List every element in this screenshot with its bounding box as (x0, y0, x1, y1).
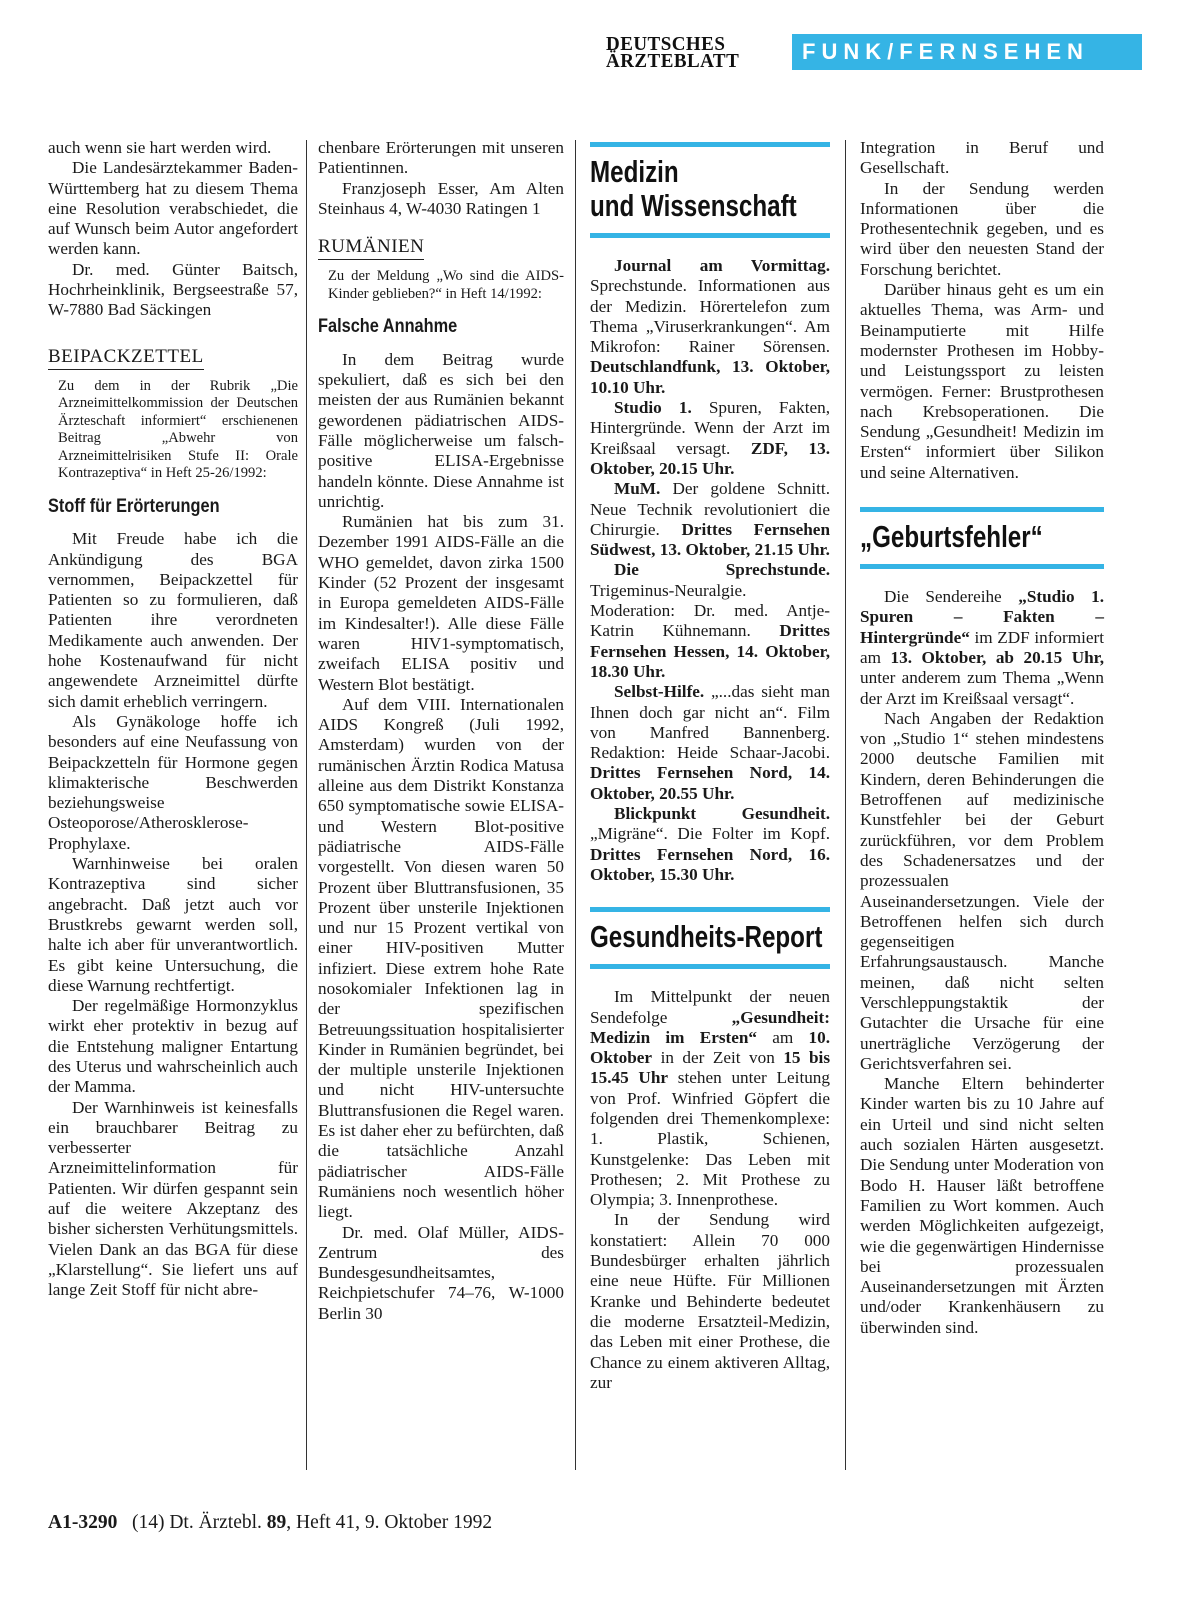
text: Die Sendereihe (884, 587, 1002, 607)
masthead (606, 34, 1146, 74)
page-footer (48, 1512, 492, 1534)
program-schedule: Drittes Fernsehen Nord, 14. Oktober, 20.55 Uhr. (590, 763, 830, 803)
program-title: Journal am Vormittag. (614, 256, 830, 275)
program-text: „Migräne“. Die Folter im Kopf. (590, 824, 830, 844)
section-heading: BEIPACKZETTEL (48, 347, 204, 370)
author-signature: Franzjoseph Esser, Am Alten Steinhaus 4, W-4030 Ratingen 1 (318, 178, 564, 218)
paragraph: Der Warnhinweis ist keinesfalls ein brauchbarer Beitrag zu verbesserter Arzneimittelinformation für Patienten. Wir dürfen gespannt sein auf die weitere Akzeptanz des bisher sichersten Verhütungsmittels. Vielen Dank an das BGA für diese „Klarstellung“. Sie liefert uns auf lange Zeit Stoff für nicht abre- (48, 1097, 298, 1300)
logo-line-2: ÄRZTEBLATT (606, 50, 740, 72)
author-signature: Dr. med. Günter Baitsch, Hochrheinklinik, Bergseestraße 57, W-7880 Bad Säckingen (48, 259, 298, 320)
column-rule (845, 140, 846, 1470)
paragraph: In der Sendung wird konstatiert: Allein 70 000 Bundesbürger erhalten jährlich eine neue Hüfte. Für Millionen Kranke und Behinderte bedeutet die moderne Ersatzteil-Medizin, das Leben mit einer Prothese, die Chance zu einem aktiveren Alltag, zur (590, 1210, 830, 1392)
program-title: Studio 1. (614, 398, 692, 418)
column-4 (860, 138, 1104, 1338)
volume-number: 89 (266, 1512, 287, 1533)
program-entry (590, 804, 830, 885)
program-schedule: Deutschlandfunk, 13. Oktober, 10.10 Uhr. (590, 357, 830, 397)
program-name: „Gesundheit: Medizin im Ersten“ (590, 1007, 830, 1047)
logo-line-1: DEUTSCHES (606, 33, 726, 55)
paragraph: Auf dem VIII. Internationalen AIDS Kongreß (Juli 1992, Amsterdam) wurden von der rumänischen Ärztin Rodica Matusa alleine aus dem Distrikt Konstanza 650 symptomatische sowie ELISA- und Western Blot-positive pädiatrische AIDS-Fälle vorgestellt. Von diesen waren 50 Prozent über Bluttransfusionen, 35 Prozent über unsterile Injektionen und nur 15 Prozent vertikal von einer HIV-positiven Mutter infiziert. Diese extrem hohe Rate nosokomialer Infektionen lag in der spezifischen Betreuungssituation hospitalisierter Kinder in Rumänien begründet, bei der multiple unsterile Injektionen und nicht HIV-untersuchte Bluttransfusionen die Regel waren. Es ist daher eher zu befürchten, daß die tatsächliche Anzahl pädiatrischer AIDS-Fälle Rumäniens noch wesentlich höher liegt. (318, 694, 564, 1222)
program-title: Selbst-Hilfe. (614, 682, 705, 702)
paragraph: Nach Angaben der Redaktion von „Studio 1“ stehen mindestens 2000 deutsche Familien mit Kindern, deren Behinderungen die Betroffenen auf medizinische Kunstfehler bei der Geburt zurückführen, vor dem Problem des Schadenersatzes und der prozessualen Auseinandersetzungen. Viele der Betroffenen helfen sich durch gegenseitigen Erfahrungsaustausch. Manche meinen, daß nicht selten Verschleppungstaktik der Gutachter die Ursache für eine unerträgliche Verzögerung der Gerichtsverfahren sei. (860, 708, 1104, 1073)
section-heading: RUMÄNIEN (318, 237, 424, 260)
letter-intro: Zu dem in der Rubrik „Die Arzneimittelkommission der Deutschen Ärzteschaft informiert“ erschienenen Beitrag „Abwehr von Arzneimittelrisiken Stufe II: Orale Kontrazeptiva“ in Heft 25-26/1992: (58, 377, 298, 482)
program-schedule: Drittes Fernsehen Südwest, 13. Oktober, 21.15 Uhr. (590, 519, 830, 560)
paragraph: In dem Beitrag wurde spekuliert, daß es sich bei den meisten der aus Rumänien bekannt gewordenen pädiatrischen AIDS-Fälle möglicherweise um falsch-positive ELISA-Ergebnisse handeln könnte. Diese Annahme ist unrichtig. (318, 349, 564, 511)
program-schedule: ZDF, 13. Oktober, 20.15 Uhr. (590, 438, 830, 478)
program-entry (590, 682, 830, 804)
program-entry (590, 256, 830, 398)
program-entry (590, 398, 830, 479)
date: 10. Oktober (590, 1027, 831, 1068)
column-rule (575, 140, 576, 1470)
program-title: MuM. (614, 479, 661, 499)
text: Im Mittelpunkt der neuen Sendefolge (590, 987, 830, 1027)
column-1 (48, 138, 298, 1301)
box-heading-geburtsfehler (860, 507, 1104, 569)
paragraph: Integration in Beruf und Gesellschaft. (860, 138, 1104, 178)
paragraph: Der regelmäßige Hormonzyklus wirkt eher protektiv in bezug auf die Entstehung maligner Entartung des Uterus und wahrscheinlich auch der Mamma. (48, 996, 298, 1097)
paragraph: Rumänien hat bis zum 31. Dezember 1991 AIDS-Fälle an die WHO gemeldet, davon zirka 1500 Kinder (52 Prozent der insgesamt in Europa gemeldeten AIDS-Fälle im Kindesalter!). Alle diese Fälle waren HIV1-symptomatisch, zweifach ELISA positiv und Western Blot bestätigt. (318, 512, 564, 694)
citation-issue: , Heft 41, 9. Oktober 1992 (286, 1512, 493, 1533)
box-heading-line-1: Medizin (590, 154, 679, 189)
program-title: Blickpunkt Gesundheit. (614, 804, 830, 824)
paragraph: auch wenn sie hart werden wird. (48, 138, 272, 157)
text: stehen unter Leitung von Prof. Winfried Göpfert die folgenden drei Themenkomplexe: 1. Plastik, Schienen, Kunstgelenke: Das Leben mit Prothesen; 2. Mit Prothese zu Olympia; 3. Innenprothese. (590, 1068, 830, 1210)
time: 15 bis 15.45 Uhr (590, 1048, 831, 1088)
column-3 (590, 138, 830, 1393)
box-heading-report (590, 907, 830, 969)
box-heading-line: Gesundheits-Report (590, 919, 823, 955)
paragraph (590, 987, 830, 1210)
program-entry (590, 479, 830, 560)
program-text: „...das sieht man Ihnen doch gar nicht an“. Film von Manfred Bannenberg. Redaktion: Heide Schaar-Jacobi. (590, 682, 831, 763)
letter-title: Falsche Annahme (318, 316, 458, 338)
column-2 (318, 138, 564, 1324)
paragraph: Manche Eltern behinderter Kinder warten bis zu 10 Jahre auf ein Urteil und sind nicht selten auch sozialen Härten ausgesetzt. Die Sendung unter Moderation von Bodo H. Hauser läßt betroffene Familien zu Wort kommen. Auch werden Möglichkeiten aufgezeigt, wie die gegenwärtigen Hindernisse bei prozessualen Auseinandersetzungen mit Ärzten und/oder Krankenhäusern zu überwinden sind. (860, 1074, 1104, 1337)
text: unter anderem zum Thema „Wenn der Arzt im Kreißsaal versagt“. (860, 668, 1104, 708)
author-signature: Dr. med. Olaf Müller, AIDS-Zentrum des Bundesgesundheitsamtes, Reichpietschufer 74–76, W-1000 Berlin 30 (318, 1222, 564, 1323)
program-title: Die Sprechstunde. (614, 560, 830, 580)
date: 13. Oktober, ab 20.15 Uhr, (890, 647, 1105, 667)
program-text: Spuren, Fakten, Hintergründe. Wenn der Arzt im Kreißsaal versagt. (590, 398, 830, 458)
section-banner: FUNK/FERNSEHEN (792, 34, 1142, 70)
program-schedule: Drittes Fernsehen Nord, 16. Oktober, 15.30 Uhr. (590, 844, 830, 884)
page-number: A1-3290 (48, 1512, 118, 1533)
paragraph: Darüber hinaus geht es um ein aktuelles Thema, was Arm- und Beinamputierte mit Hilfe modernster Prothesen im Hobby- und Leistungssport zu leisten vermögen. Ferner: Brustprothesen nach Krebsoperationen. Die Sendung „Gesundheit! Medizin im Ersten“ informiert über Silikon und seine Alternativen. (860, 280, 1104, 482)
text: in der Zeit von (660, 1048, 775, 1068)
column-rule (306, 140, 307, 1470)
paragraph: Mit Freude habe ich die Ankündigung des BGA vernommen, Beipackzettel für Patienten so zu formulieren, daß Patienten ihre verordneten Medikamente auch anwenden. Der hohe Kostenaufwand für nicht angewendete Arzneimittel dürfte sich damit erheblich verringern. (48, 529, 298, 711)
journal-logo (606, 33, 768, 72)
letter-intro: Zu der Meldung „Wo sind die AIDS-Kinder geblieben?“ in Heft 14/1992: (328, 268, 564, 302)
box-heading-line-2: und Wissenschaft (590, 188, 797, 223)
letter-title: Stoff für Erörterungen (48, 495, 220, 517)
program-schedule: Drittes Fernsehen Hessen, 14. Oktober, 18.30 Uhr. (590, 621, 830, 681)
paragraph: Als Gynäkologe hoffe ich besonders auf eine Neufassung von Beipackzetteln für Hormone gegen klimakterische Beschwerden beziehungsweise Osteoporose/Atherosklerose-Prophylaxe. (48, 711, 298, 853)
paragraph: Warnhinweise bei oralen Kontrazeptiva sind sicher angebracht. Daß jetzt auch vor Brustkrebs gewarnt werden soll, halte ich aber für unverantwortlich. Es gibt keine Untersuchung, die diese Warnung rechtfertigt. (48, 854, 298, 995)
box-heading-medizin (590, 142, 830, 238)
text: am (772, 1027, 794, 1047)
program-name: „Studio 1. Spuren – Fakten – Hintergründe“ (860, 587, 1105, 647)
program-entry (590, 560, 830, 682)
program-text: Der goldene Schnitt. Neue Technik revolutioniert die Chirurgie. (590, 479, 830, 539)
program-text: Sprechstunde. Informationen aus der Medizin. Hörertelefon zum Thema „Viruserkrankungen“. Am Mikrofon: Rainer Sörensen. (590, 276, 830, 357)
paragraph: In der Sendung werden Informationen über die Prothesentechnik gegeben, und es wird über den neuesten Stand der Forschung berichtet. (860, 178, 1104, 279)
paragraph: chenbare Erörterungen mit unseren Patientinnen. (318, 138, 564, 178)
text: im ZDF informiert am (860, 627, 1105, 667)
citation: (14) Dt. Ärztebl. (131, 1512, 262, 1533)
paragraph (860, 587, 1104, 709)
paragraph: Die Landesärztekammer Baden-Württemberg hat zu diesem Thema eine Resolution verabschiedet, die auf Wunsch beim Autor angefordert werden kann. (48, 158, 298, 259)
box-heading-line: „Geburtsfehler“ (860, 519, 1043, 555)
program-text: Trigeminus-Neuralgie. Moderation: Dr. med. Antje-Katrin Kühnemann. (590, 580, 830, 641)
